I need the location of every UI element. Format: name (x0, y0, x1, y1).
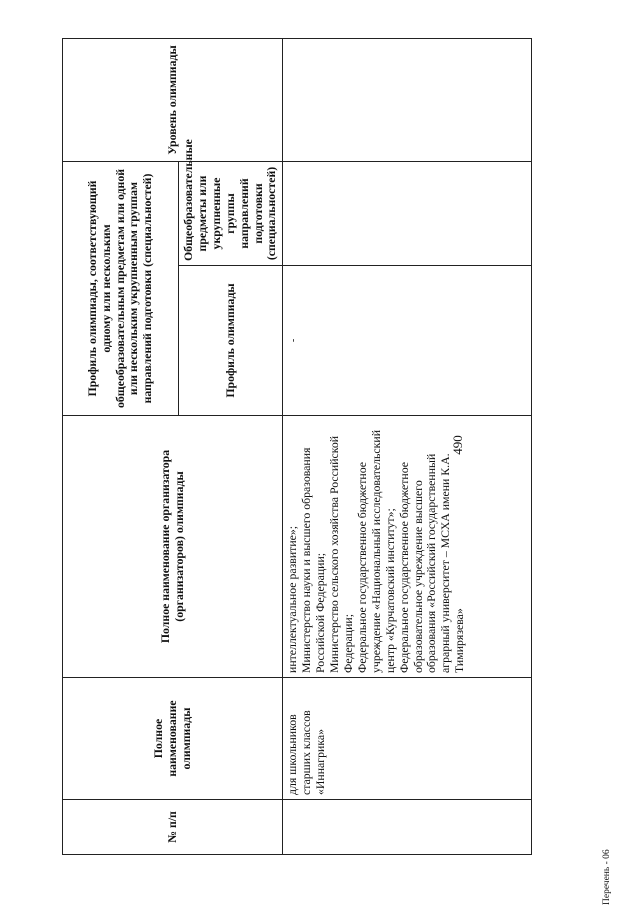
header-profile-group: Профиль олимпиады, соответствующий одному или нескольким общеобразовательным предметам или одной или нескольким укрупненным группам направлений подготовки (специальностей) (63, 162, 179, 416)
header-organizer: Полное наименование организатора (организаторов) олимпиады (63, 416, 283, 678)
cell-organizers (283, 416, 532, 678)
page-number: 490 (450, 435, 465, 455)
cell-subjects (283, 162, 532, 266)
organizer-line: Министерство науки и высшего образования Российской Федерации; (299, 447, 328, 673)
header-number: № п/п (63, 800, 283, 855)
header-level: Уровень олимпиады (63, 39, 283, 162)
header-subjects: Общеобразовательные предметы или укрупненные группы направлений подготовки (специальностей) (179, 162, 283, 266)
cell-olympiad-name: для школьников старших классов «Иннагрика» (283, 678, 532, 800)
profile-dash: - (288, 338, 300, 343)
cell-level (283, 39, 532, 162)
footer-note: Перечень - 06 (602, 849, 612, 905)
cell-profile (283, 266, 532, 416)
table-row (283, 39, 532, 855)
header-profile: Профиль олимпиады (179, 266, 283, 416)
header-full-name: Полное наименование олимпиады (63, 678, 283, 800)
olympiad-table (62, 38, 532, 855)
organizer-line: Министерство сельского хозяйства Российской Федерации; (327, 435, 355, 673)
organizer-line: Федеральное государственное бюджетное учреждение «Национальный исследовательский центр «Курчатовский институт»; (354, 429, 397, 673)
cell-number (283, 800, 532, 855)
organizer-line: Федеральное государственное бюджетное образовательное учреждение высшего образования «Российский государственный аграрный университет – МСХА имени К.А. Тимирязева» (396, 453, 467, 673)
organizer-line: интеллектуальное развитие»; (285, 525, 300, 673)
